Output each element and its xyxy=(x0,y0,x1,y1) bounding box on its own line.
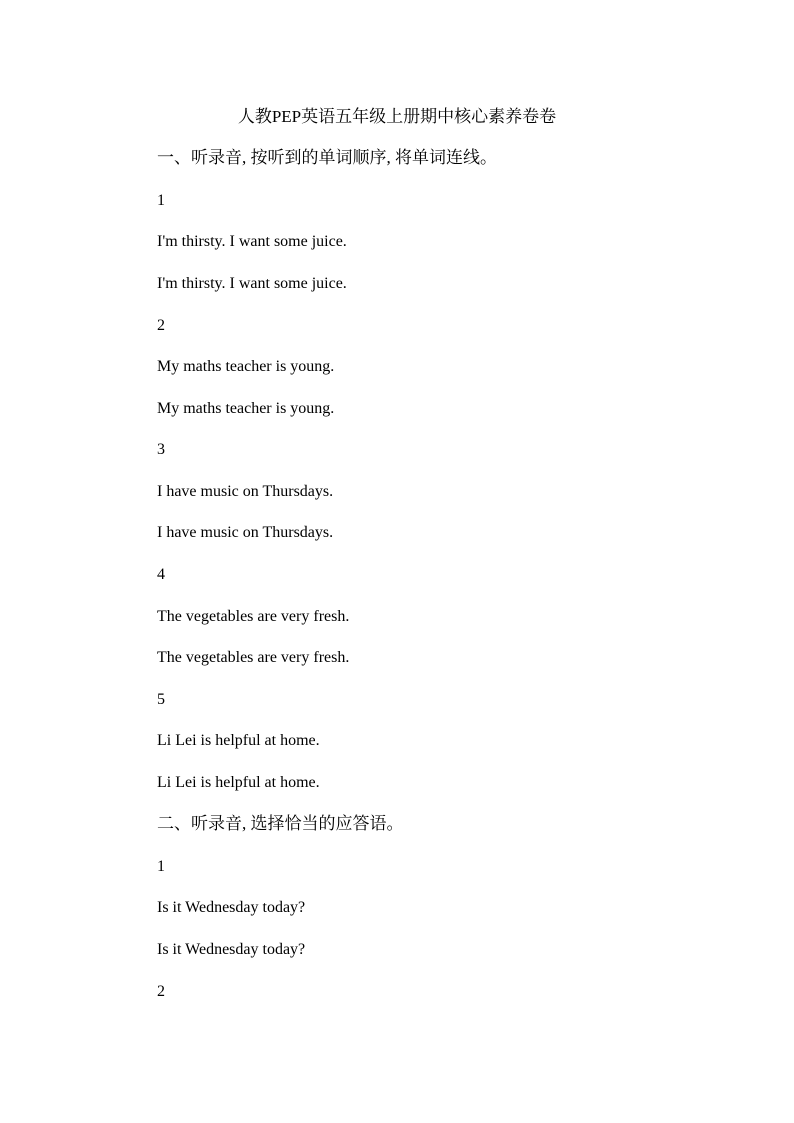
section-1-item-4-line-1: The vegetables are very fresh. xyxy=(157,608,350,625)
section-1-item-1-line-1: I'm thirsty. I want some juice. xyxy=(157,233,347,250)
section-1-item-1-number: 1 xyxy=(157,192,165,209)
section-1-item-3-line-2: I have music on Thursdays. xyxy=(157,524,334,541)
section-2-item-1-line-2: Is it Wednesday today? xyxy=(157,941,306,958)
section-1-item-3-number: 3 xyxy=(157,441,165,458)
section-1-item-2-line-2: My maths teacher is young. xyxy=(157,400,335,417)
section-2-item-2-number: 2 xyxy=(157,983,165,1000)
section-1-item-1-line-2: I'm thirsty. I want some juice. xyxy=(157,275,347,292)
section-1-item-2-number: 2 xyxy=(157,317,165,334)
section-1-item-4-line-2: The vegetables are very fresh. xyxy=(157,649,350,666)
section-1-item-3-line-1: I have music on Thursdays. xyxy=(157,483,334,500)
section-1-item-4-number: 4 xyxy=(157,566,165,583)
section-2-item-1-number: 1 xyxy=(157,858,165,875)
section-2-heading: 二、听录音, 选择恰当的应答语。 xyxy=(157,814,404,833)
section-1-heading: 一、听录音, 按听到的单词顺序, 将单词连线。 xyxy=(157,148,497,167)
section-1-item-2-line-1: My maths teacher is young. xyxy=(157,358,335,375)
document-title: 人教PEP英语五年级上册期中核心素养卷卷 xyxy=(237,107,557,126)
section-2-item-1-line-1: Is it Wednesday today? xyxy=(157,899,306,916)
section-1-item-5-line-1: Li Lei is helpful at home. xyxy=(157,732,320,749)
section-1-item-5-number: 5 xyxy=(157,691,165,708)
section-1-item-5-line-2: Li Lei is helpful at home. xyxy=(157,774,320,791)
